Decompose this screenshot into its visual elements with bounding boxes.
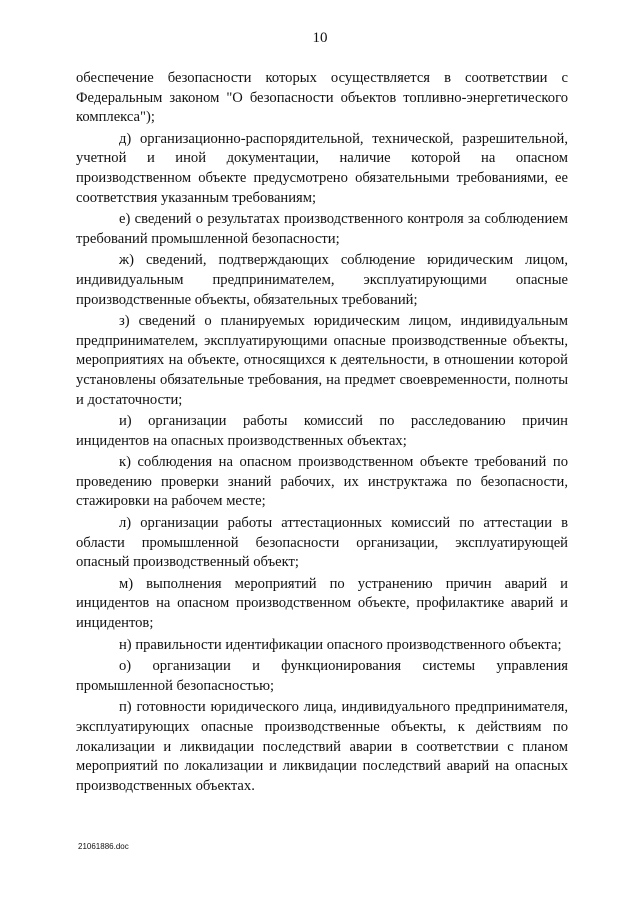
paragraph-item-o: о) организации и функционирования системы управления промышленной безопасностью; [76, 658, 568, 694]
paragraph-item-l: л) организации работы аттестационных комиссий по аттестации в области промышленной безопасности организации, эксплуатирующей опасный производственный объект; [76, 515, 568, 571]
paragraph-item-z: з) сведений о планируемых юридическим лицом, индивидуальным предпринимателем, эксплуатирующими опасные производственные объекты, мероприятиях на объекте, относящихся к деятельности, в отношении которой установлены обязательные требования, на предмет своевременности, полноты и достаточности; [76, 313, 568, 408]
paragraph-continuation: обеспечение безопасности которых осуществляется в соответствии с Федеральным законом "О безопасности объектов топливно-энергетического комплекса"); [76, 70, 568, 126]
document-body [76, 69, 568, 798]
paragraph-item-m: м) выполнения мероприятий по устранению причин аварий и инцидентов на опасном производственном объекте, профилактике аварий и инцидентов; [76, 575, 568, 632]
paragraph-item-n: н) правильности идентификации опасного производственного объекта; [119, 636, 562, 653]
document-footer-filename: 21061886.doc [78, 842, 129, 851]
paragraph-item-zh: ж) сведений, подтверждающих соблюдение юридическим лицом, индивидуальным предпринимателем, эксплуатирующими опасные производственные объекты, обязательных требований; [76, 252, 568, 308]
paragraph-item-d: д) организационно-распорядительной, технической, разрешительной, учетной и иной документации, наличие которой на опасном производственном объекте предусмотрено обязательными требованиями, ее соответствия указанным требованиям; [76, 130, 568, 206]
paragraph-item-e: е) сведений о результатах производственного контроля за соблюдением требований промышленной безопасности; [76, 211, 568, 247]
paragraph-item-i: и) организации работы комиссий по расследованию причин инцидентов на опасных производственных объектах; [76, 413, 568, 449]
paragraph-item-p: п) готовности юридического лица, индивидуального предпринимателя, эксплуатирующих опасные производственные объекты, к действиям по локализации и ликвидации последствий аварии в соответствии с планом мероприятий по локализации и ликвидации последствий аварий на опасных производственных объектах. [76, 699, 568, 794]
paragraph-item-k: к) соблюдения на опасном производственном объекте требований по проведению проверки знаний рабочих, их инструктажа по безопасности, стажировки на рабочем месте; [76, 454, 568, 510]
page-number: 10 [312, 30, 328, 46]
